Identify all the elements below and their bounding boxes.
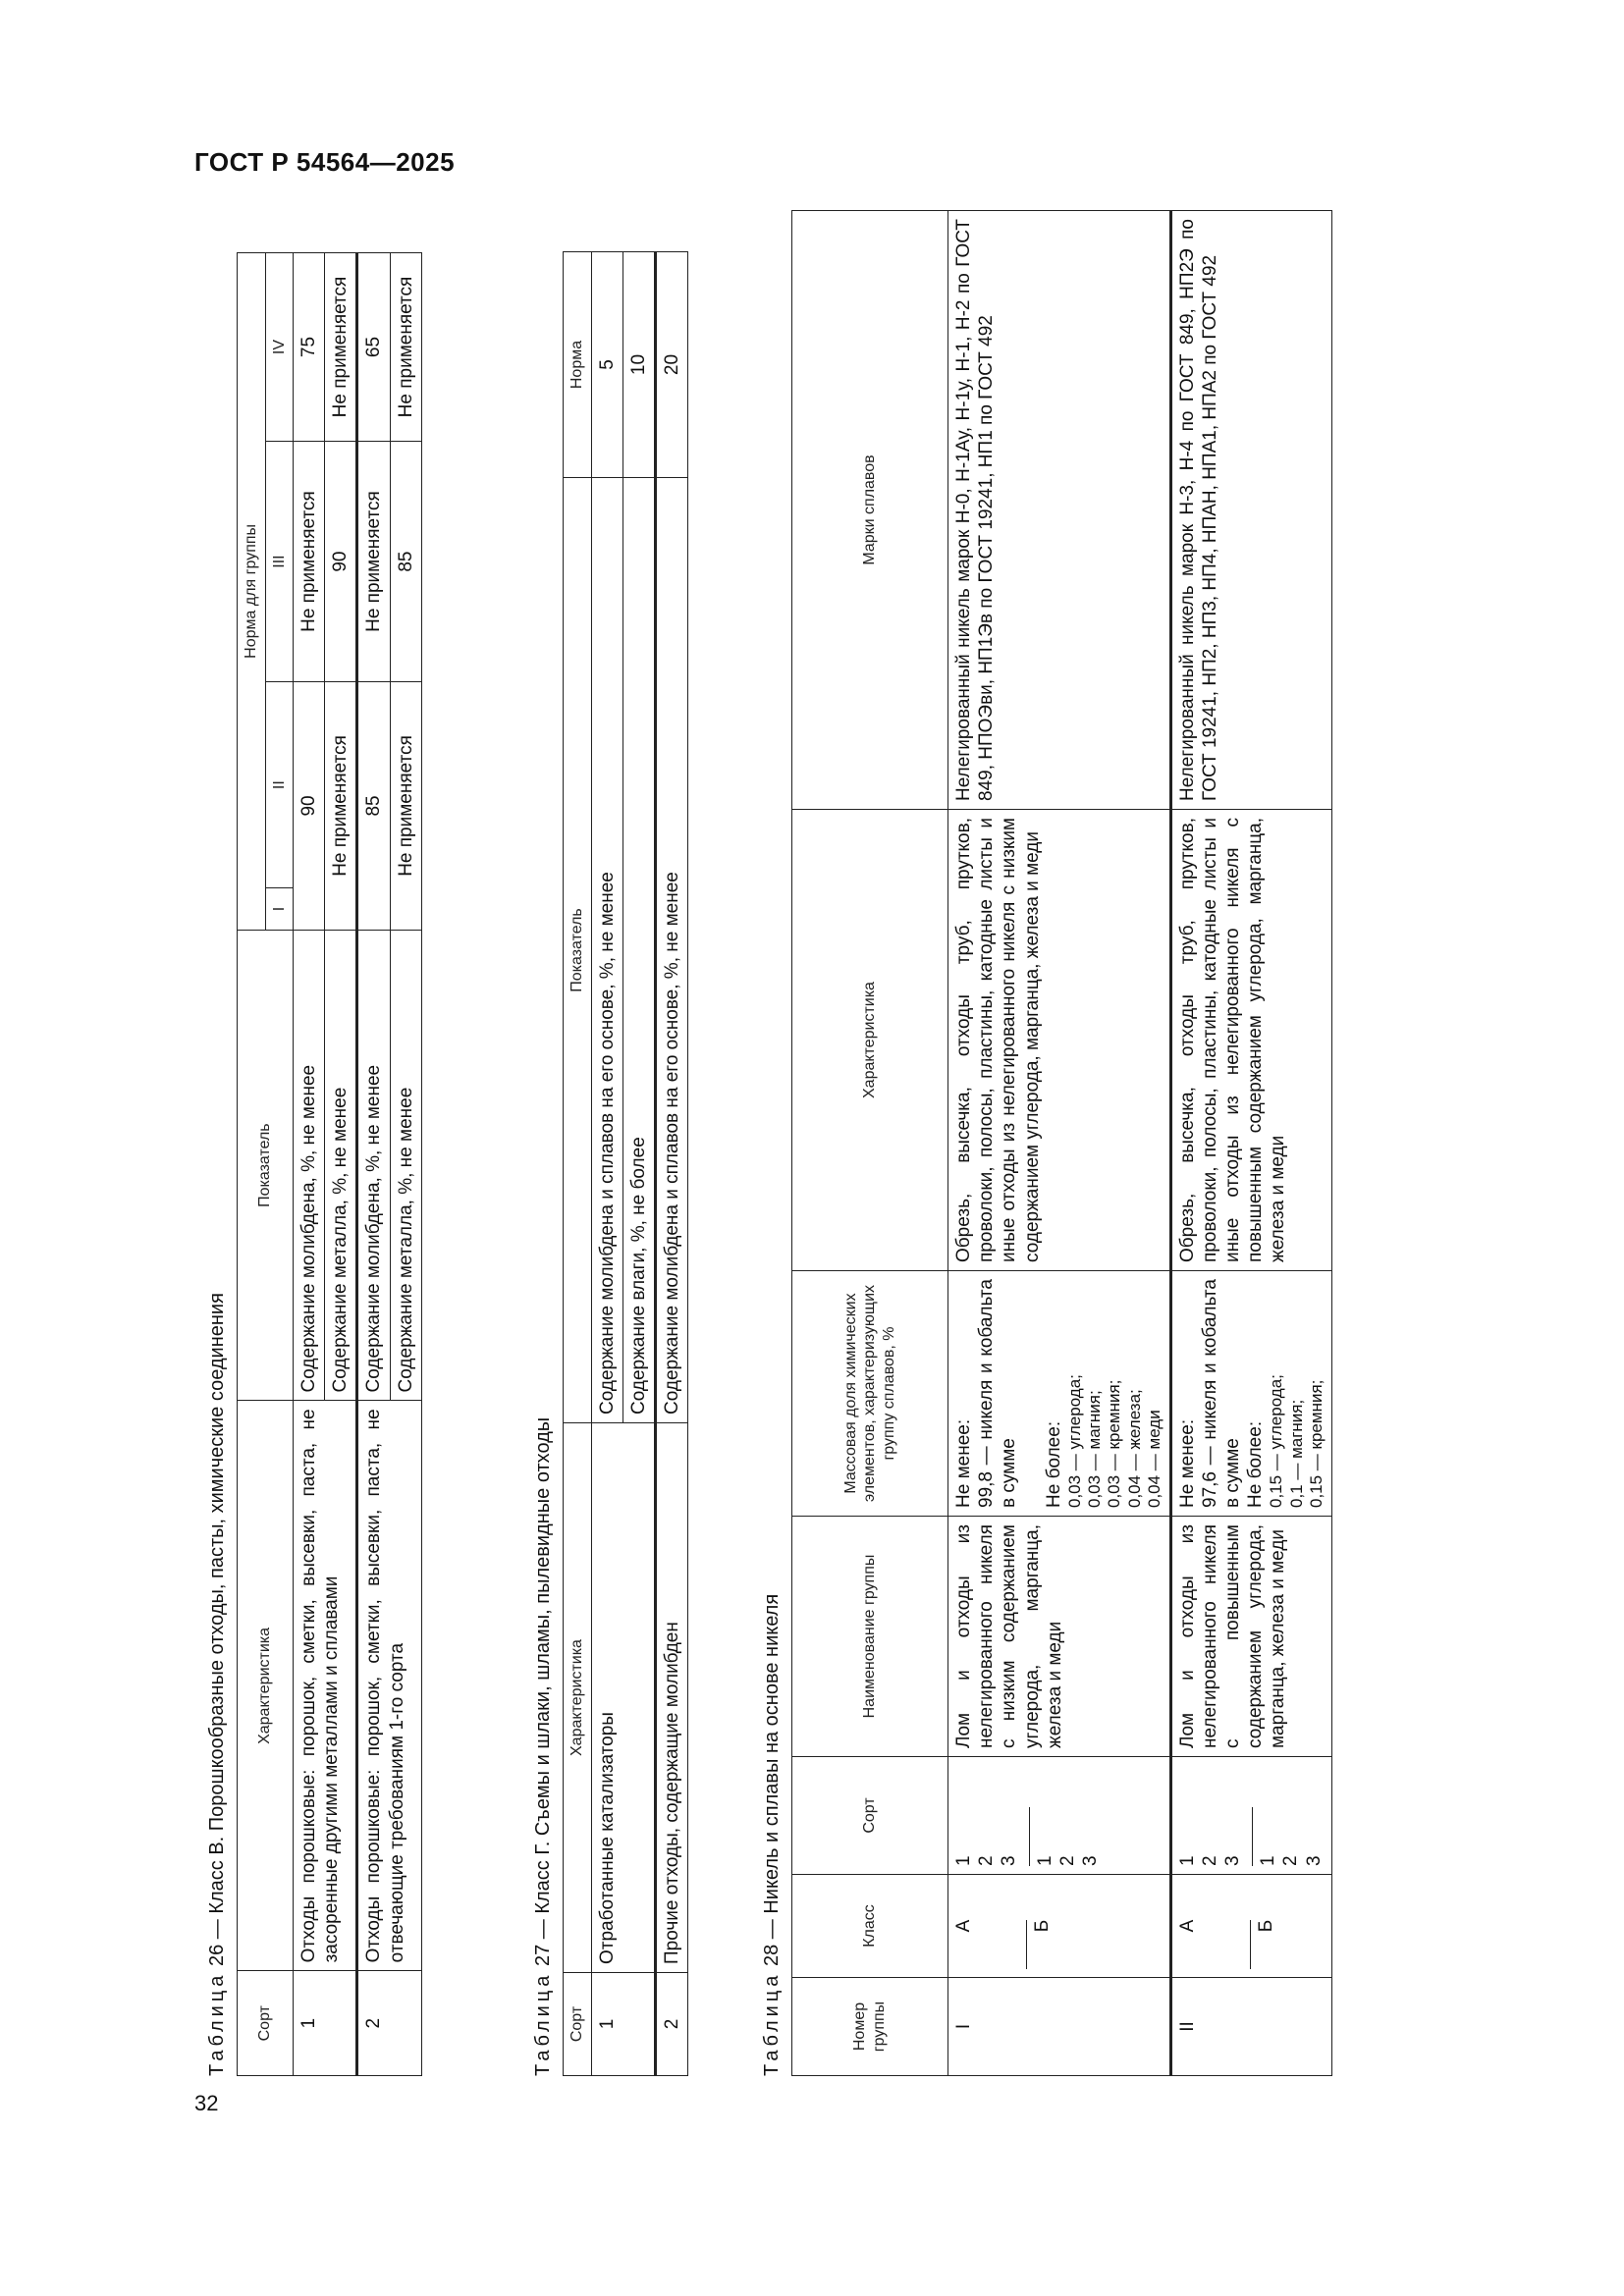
t27-header-sort: Сорт [564, 1973, 592, 2076]
t28-sort-b-3: 3 [1303, 1855, 1325, 1866]
t28-class-b: Б [1032, 1919, 1054, 1933]
sort-divider [1252, 1807, 1253, 1866]
table-27 [563, 251, 688, 2076]
table-28-caption: Таблица 28 — Никель и сплавы на основе никеля [761, 1593, 783, 2076]
t28-mass-max-line: 0,15 — углерода; [1267, 1374, 1286, 1508]
t26-norm-g4: 65 [357, 253, 390, 442]
t28-mass-min-line: 99,8 — никеля и кобальта в сумме [976, 1279, 1020, 1508]
t28-sort-a-1: 1 [953, 1855, 974, 1866]
t28-sort-b-3: 3 [1079, 1855, 1101, 1866]
t26-sort: 1 [294, 1971, 357, 2076]
t26-header-group-1: I [265, 888, 294, 931]
t26-norm-g12: 85 [357, 682, 390, 931]
t26-indicator: Содержание металла, %, не менее [325, 930, 357, 1401]
t27-sort: 2 [655, 1973, 687, 2076]
sort-divider [1029, 1807, 1030, 1866]
t28-group-name: Лом и отходы из нелегированного никеля с низким содержанием углерода, марганца, железа и меди [948, 1517, 1171, 1757]
t27-indicator: Содержание молибдена и сплавов на его основе, %, не менее [655, 478, 687, 1423]
t26-characteristic: Отходы порошковые: порошок, сметки, высевки, паста, не отвечающие требованиям 1-го сорта [357, 1401, 421, 1971]
t26-header-norm-for-group: Норма для группы [238, 253, 266, 931]
t28-group-name: Лом и отходы из нелегированного никеля с повышенным содержанием углерода, марганца, железа и меди [1170, 1517, 1331, 1757]
t28-header-alloy-grades: Марки сплавов [792, 211, 948, 810]
t28-mass-max-line: 0,04 — меди [1145, 1410, 1164, 1508]
table-28 [791, 210, 1332, 2076]
t26-indicator: Содержание молибдена, %, не менее [357, 930, 390, 1401]
t26-norm-g4: 75 [294, 253, 325, 442]
t26-characteristic: Отходы порошковые: порошок, сметки, высевки, паста, не засоренные другими металлами и сплавами [294, 1401, 357, 1971]
table-26-block [206, 252, 422, 2076]
t26-norm-g3: Не применяется [357, 441, 390, 681]
t28-sort [1170, 1757, 1331, 1875]
t28-sort-b-1: 1 [1258, 1855, 1279, 1866]
t28-header-class: Класс [792, 1875, 948, 1978]
t26-norm-g12: 90 [294, 682, 325, 931]
table-27-block [532, 252, 688, 2076]
t28-mass-max-line: 0,15 — кремния; [1307, 1379, 1326, 1508]
t27-indicator: Содержание молибдена и сплавов на его основе, %, не менее [591, 478, 623, 1423]
t27-sort: 1 [591, 1973, 655, 2076]
t28-alloy-grades: Нелегированный никель марок Н-0, Н-1Ау, Н-1у, Н-1, Н-2 по ГОСТ 849, НПОЭви, НП1Эв по ГОСТ 19241, НП1 по ГОСТ 492 [948, 211, 1171, 810]
t28-sort-b-2: 2 [1280, 1855, 1302, 1866]
t26-header-group-2: II [265, 682, 294, 888]
class-divider [1250, 1920, 1251, 1969]
table-row [294, 253, 325, 2076]
t27-indicator: Содержание влаги, %, не более [623, 478, 655, 1423]
table-row [655, 252, 687, 2076]
t26-norm-g3: 90 [325, 441, 357, 681]
t26-norm-g4: Не применяется [325, 253, 357, 442]
t28-header-group-name: Наименование группы [792, 1517, 948, 1757]
t26-norm-g12: Не применяется [325, 682, 357, 931]
table-27-caption: Таблица 27 — Класс Г. Съемы и шлаки, шламы, пылевидные отходы [532, 1416, 554, 2076]
t28-mass-fraction [948, 1271, 1171, 1517]
t26-sort: 2 [357, 1971, 421, 2076]
t28-mass-min-line: 97,6 — никеля и кобальта в сумме [1199, 1279, 1243, 1508]
rotated-page-content [206, 211, 1483, 2076]
table-row [357, 253, 390, 2076]
t26-header-group-4: IV [265, 253, 294, 442]
table-row [591, 252, 623, 2076]
t28-class-a: А [953, 1919, 974, 1933]
t28-alloy-grades: Нелегированный никель марок Н-3, Н-4 по ГОСТ 849, НП2Э по ГОСТ 19241, НП2, НП3, НП4, НПАН, НПА1, НПА2 по ГОСТ 492 [1170, 211, 1331, 810]
t27-norm: 5 [591, 252, 623, 478]
t28-sort-a-2: 2 [976, 1855, 998, 1866]
table-row [948, 211, 1171, 2076]
t26-norm-g4: Не применяется [390, 253, 421, 442]
t28-mass-max-line: 0,03 — кремния; [1105, 1379, 1124, 1508]
t28-mass-max-line: 0,03 — углерода; [1064, 1374, 1084, 1508]
t28-mass-fraction [1170, 1271, 1331, 1517]
t28-characteristic: Обрезь, высечка, отходы труб, прутков, проволоки, полосы, пластины, катодные листы и иные отходы из нелегированного никеля с низким содержанием углерода, марганца, железа и меди [948, 810, 1171, 1271]
table-26 [237, 252, 422, 2076]
table-26-caption: Таблица 26 — Класс В. Порошкообразные отходы, пасты, химические соединения [206, 1293, 228, 2076]
t27-characteristic: Прочие отходы, содержащие молибден [655, 1423, 687, 1973]
t28-group-number: II [1170, 1978, 1331, 2076]
t26-norm-g3: Не применяется [294, 441, 325, 681]
t27-header-norm: Норма [564, 252, 592, 478]
t28-class [1170, 1875, 1331, 1978]
t28-class-b: Б [1255, 1919, 1276, 1933]
t28-sort-a-3: 3 [999, 1855, 1020, 1866]
t27-norm: 20 [655, 252, 687, 478]
class-divider [1026, 1920, 1027, 1969]
t26-norm-g12: Не применяется [390, 682, 421, 931]
t26-norm-g3: 85 [390, 441, 421, 681]
t28-header-mass-fraction: Массовая доля химических элементов, характеризующих группу сплавов, % [792, 1271, 948, 1517]
t28-mass-min-title: Не менее: [953, 1418, 974, 1508]
t28-sort [948, 1757, 1171, 1875]
t27-characteristic: Отработанные катализаторы [591, 1423, 655, 1973]
t28-class-a: А [1176, 1919, 1198, 1933]
t28-mass-max-title: Не более: [1043, 1420, 1064, 1508]
t26-header-indicator: Показатель [238, 930, 294, 1401]
t28-mass-max-line: 0,04 — железа; [1124, 1389, 1144, 1508]
t28-sort-a-3: 3 [1221, 1855, 1243, 1866]
t28-header-characteristic: Характеристика [792, 810, 948, 1271]
t28-mass-max-line: 0,03 — магния; [1085, 1390, 1105, 1508]
t28-header-sort: Сорт [792, 1757, 948, 1875]
t28-sort-a-2: 2 [1199, 1855, 1220, 1866]
t28-group-number: I [948, 1978, 1171, 2076]
t26-indicator: Содержание молибдена, %, не менее [294, 930, 325, 1401]
t28-class [948, 1875, 1171, 1978]
t28-mass-max-title: Не более: [1245, 1420, 1267, 1508]
t28-header-group-number: Номер группы [792, 1978, 948, 2076]
page-number: 32 [194, 2091, 219, 2115]
t28-mass-max-line: 0,1 — магния; [1286, 1399, 1306, 1508]
document-header: ГОСТ Р 54564—2025 [194, 147, 456, 177]
t28-characteristic: Обрезь, высечка, отходы труб, прутков, проволоки, полосы, пластины, катодные листы и иные отходы из нелегированного никеля с повышенным содержанием углерода, марганца, железа и меди [1170, 810, 1331, 1271]
t26-header-sort: Сорт [238, 1971, 294, 2076]
t26-indicator: Содержание металла, %, не менее [390, 930, 421, 1401]
t28-sort-a-1: 1 [1176, 1855, 1198, 1866]
t28-mass-min-title: Не менее: [1176, 1418, 1198, 1508]
t28-sort-b-1: 1 [1034, 1855, 1056, 1866]
t27-header-characteristic: Характеристика [564, 1423, 592, 1973]
table-28-block [761, 211, 1332, 2076]
t28-sort-b-2: 2 [1056, 1855, 1078, 1866]
t27-norm: 10 [623, 252, 655, 478]
t27-header-indicator: Показатель [564, 478, 592, 1423]
table-row [1170, 211, 1331, 2076]
t26-header-characteristic: Характеристика [238, 1401, 294, 1971]
t26-header-group-3: III [265, 441, 294, 681]
